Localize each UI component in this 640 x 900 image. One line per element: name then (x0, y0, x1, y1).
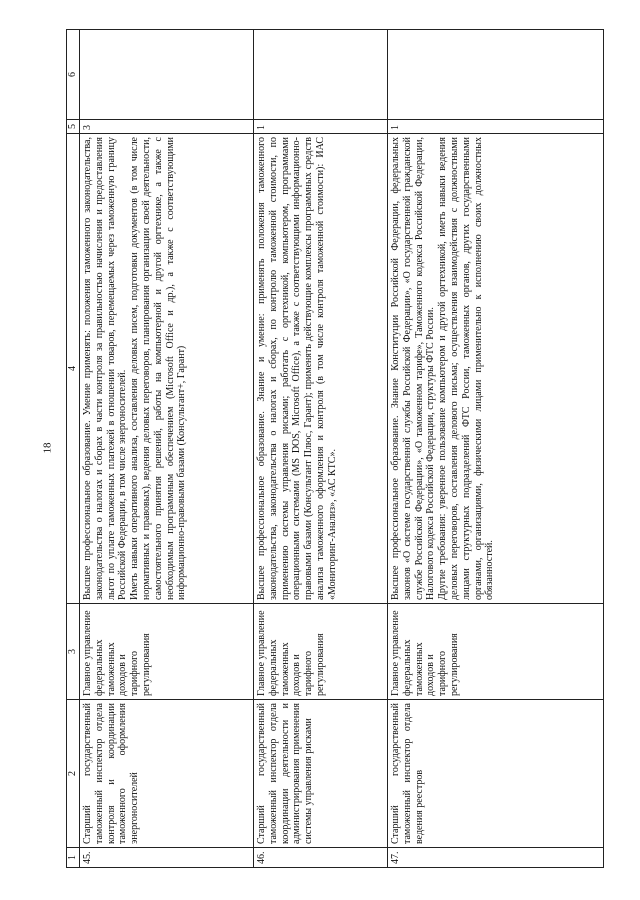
header-row (67, 30, 80, 868)
empty-cell (388, 30, 604, 120)
table-row (254, 30, 388, 868)
positions-table (66, 29, 604, 868)
department: Главное управление федеральных таможенных доходов и тарифного регулирования (80, 604, 254, 700)
count-cell: 1 (254, 120, 388, 134)
requirements: Высшее профессиональное образование. Знание Конституции Российской Федерации, федеральных законов «О системе государственной службы Российской Федерации», «О государственной гражданской службе Российской Федерации», «О таможенном тарифе», Таможенного кодекса Российской Федерации, Налогового кодекса Российской Федерации, структуры ФТС России. Другие требования: уверенное пользование компьютером и другой оргтехникой, иметь навыки ведения деловых переговоров, составления делового письма; осуществления взаимодействия с должностными лицами структурных подразделений ФТС России, таможенных органов, других государственными органами, организациями, физическими лицами применительно к исполнению своих должностных обязанностей. (388, 134, 604, 604)
column-header: 1 (67, 848, 80, 868)
rotated-table-wrapper (66, 30, 604, 868)
empty-cell (80, 30, 254, 120)
row-number: 46. (254, 848, 388, 868)
page-number: 18 (41, 442, 54, 454)
column-header: 2 (67, 700, 80, 848)
row-number: 47. (388, 848, 604, 868)
position-title: Старший государственный таможенный инспектор отдела координации деятельности и администрирования применения системы управления рисками (254, 700, 388, 848)
table-row (80, 30, 254, 868)
position-title: Старший государственный таможенный инспектор отдела ведения реестров (388, 700, 604, 848)
empty-cell (254, 30, 388, 120)
column-header: 6 (67, 30, 80, 120)
row-number: 45. (80, 848, 254, 868)
column-header: 4 (67, 134, 80, 604)
column-header: 3 (67, 604, 80, 700)
requirements: Высшее профессиональное образование. Умение применять: положения таможенного законодательства, законодательства о налогах и сборах в части контроля за правильностью начисления и предоставления льгот по уплате таможенных платежей в отношении товаров, перемещаемых через таможенную границу Российской Федерации, в том числе энергоносителей. Иметь навыки оперативного анализа, составления деловых писем, подготовки документов (в том числе нормативных и правовых), ведения деловых переговоров, планирования организации своей деятельности, самостоятельного принятия решений, работы на компьютерной и другой оргтехнике, а также с необходимым программным обеспечением (Microsoft Office и др.), а также с соответствующими информационно-правовыми базами (Консультант+, Гарант) (80, 134, 254, 604)
table-row (388, 30, 604, 868)
position-title: Старший государственный таможенный инспектор отдела контроля и координации таможенного оформления энергоносителей (80, 700, 254, 848)
column-header: 5 (67, 120, 80, 134)
department: Главное управление федеральных таможенных доходов и тарифного регулирования (388, 604, 604, 700)
requirements: Высшее профессиональное образование. Знание и умение: применять положения таможенного законодательства, законодательства о налогах и сборах, по контролю таможенной стоимости, по применению системы управления рисками; работать с оргтехникой, компьютером, программами операционными системами (MS DOS, Microsoft Office), а также с соответствующими информационно-правовыми базами (Консультант Плюс, Гарант); применять действующие комплексы программных средств анализа таможенного оформления и контроля (в том числе контроля таможенной стоимости): ИАС «Мониторинг-Анализ», «АС КТС». (254, 134, 388, 604)
count-cell: 1 (388, 120, 604, 134)
count-cell: 3 (80, 120, 254, 134)
department: Главное управление федеральных таможенных доходов и тарифного регулирования (254, 604, 388, 700)
